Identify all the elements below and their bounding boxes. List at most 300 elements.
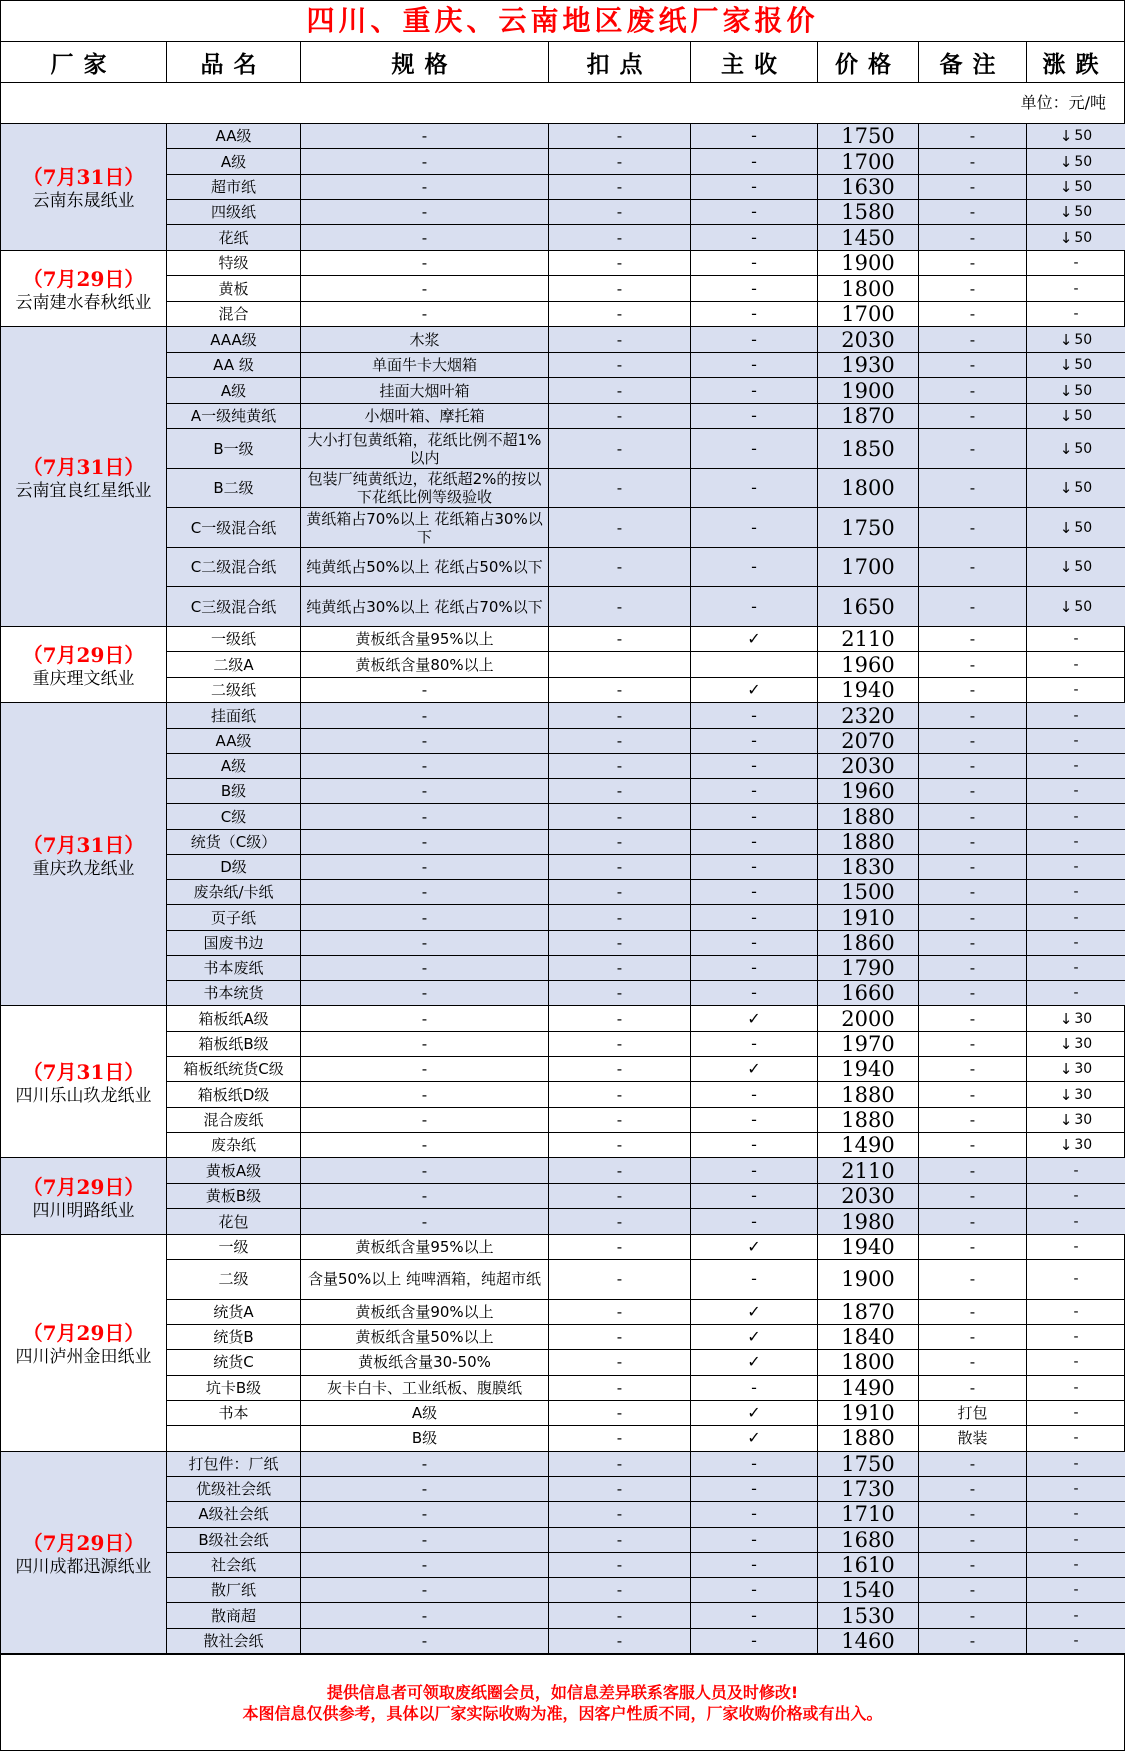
table-row <box>167 200 1125 225</box>
spec-cell: - <box>301 175 549 199</box>
deduction-cell: - <box>549 276 691 301</box>
main-purchase-cell: - <box>691 508 818 547</box>
main-purchase-cell: - <box>691 855 818 879</box>
product-name: 二级纸 <box>167 678 301 703</box>
price-cell: 2070 <box>818 729 919 753</box>
deduction-cell: - <box>549 956 691 980</box>
note-cell: - <box>919 124 1027 148</box>
product-name: C二级混合纸 <box>167 548 301 587</box>
spec-cell: - <box>301 1553 549 1577</box>
note-cell: - <box>919 353 1027 377</box>
spec-cell: - <box>301 880 549 904</box>
arrow-down-icon: ↓ <box>1059 330 1073 349</box>
main-purchase-cell: - <box>691 1603 818 1627</box>
price-cell: 1580 <box>818 200 919 224</box>
product-name: 特级 <box>167 251 301 276</box>
spec-cell: - <box>301 981 549 1005</box>
note-cell: - <box>919 1502 1027 1526</box>
spec-cell: 小烟叶箱、摩托箱 <box>301 404 549 428</box>
deduction-cell: - <box>549 1401 691 1425</box>
factory-cell <box>1 1158 167 1234</box>
change-value: - <box>1073 859 1079 876</box>
change-value: - <box>1073 682 1079 699</box>
main-purchase-cell: - <box>691 251 818 276</box>
spec-cell: - <box>301 1082 549 1106</box>
deduction-cell: - <box>549 1006 691 1030</box>
deduction-cell: - <box>549 880 691 904</box>
factory-rows <box>167 703 1125 1005</box>
factory-rows <box>167 1235 1125 1451</box>
change-cell <box>1027 956 1125 980</box>
deduction-cell: - <box>549 378 691 402</box>
price-cell: 1630 <box>818 175 919 199</box>
note-cell: - <box>919 175 1027 199</box>
change-cell <box>1027 981 1125 1005</box>
table-row <box>167 1006 1125 1031</box>
change-value: - <box>1073 1239 1079 1256</box>
price-cell: 1880 <box>818 1108 919 1132</box>
note-cell: - <box>919 1528 1027 1552</box>
change-value: 30 <box>1074 1035 1093 1052</box>
product-name: 一级纸 <box>167 627 301 652</box>
factory-cell <box>1 1235 167 1451</box>
change-cell <box>1027 1376 1125 1400</box>
change-cell <box>1027 469 1125 508</box>
spec-cell: - <box>301 276 549 301</box>
note-cell: 散装 <box>919 1426 1027 1450</box>
main-purchase-cell: ✓ <box>691 1426 818 1450</box>
change-cell <box>1027 1260 1125 1298</box>
main-purchase-cell <box>691 652 818 677</box>
table-row <box>167 1629 1125 1653</box>
arrow-down-icon: ↓ <box>1059 228 1073 247</box>
factory-date: （7月29日） <box>22 1530 145 1555</box>
main-purchase-cell: - <box>691 880 818 904</box>
change-cell <box>1027 175 1125 199</box>
note-cell: - <box>919 587 1027 626</box>
deduction-cell: - <box>549 1629 691 1653</box>
table-row <box>167 1325 1125 1350</box>
product-name: 废杂纸/卡纸 <box>167 880 301 904</box>
change-value: 30 <box>1074 1137 1093 1154</box>
product-name: 混合废纸 <box>167 1108 301 1132</box>
table-row <box>167 1184 1125 1210</box>
product-name: 黄板A级 <box>167 1158 301 1183</box>
note-cell: - <box>919 1578 1027 1602</box>
change-cell <box>1027 905 1125 929</box>
main-purchase-cell: - <box>691 830 818 854</box>
deduction-cell: - <box>549 1325 691 1349</box>
change-cell <box>1027 508 1125 547</box>
change-value: - <box>1073 1632 1079 1649</box>
deduction-cell: - <box>549 627 691 652</box>
product-name: 四级纸 <box>167 200 301 224</box>
main-purchase-cell: - <box>691 804 818 828</box>
spec-cell: - <box>301 1184 549 1209</box>
main-purchase-cell: - <box>691 548 818 587</box>
change-cell <box>1027 1006 1125 1030</box>
spec-cell: - <box>301 804 549 828</box>
arrow-down-icon: ↓ <box>1059 407 1073 426</box>
change-value: - <box>1073 1582 1079 1599</box>
product-name: 书本 <box>167 1401 301 1425</box>
product-name: AA 级 <box>167 353 301 377</box>
deduction-cell: - <box>549 508 691 547</box>
note-cell: - <box>919 627 1027 652</box>
factory-date: （7月29日） <box>22 267 145 292</box>
product-name: C三级混合纸 <box>167 587 301 626</box>
factory-cell <box>1 327 167 626</box>
product-name: 坑卡B级 <box>167 1376 301 1400</box>
change-value: - <box>1073 1162 1079 1179</box>
price-cell: 1850 <box>818 429 919 468</box>
deduction-cell: - <box>549 754 691 778</box>
spec-cell: - <box>301 1108 549 1132</box>
main-purchase-cell: - <box>691 353 818 377</box>
footer-notes <box>1 1654 1124 1750</box>
main-purchase-cell: ✓ <box>691 1350 818 1374</box>
product-name: 一级 <box>167 1235 301 1259</box>
main-purchase-cell: - <box>691 429 818 468</box>
note-cell: - <box>919 1260 1027 1298</box>
change-cell <box>1027 1350 1125 1374</box>
main-purchase-cell: - <box>691 1260 818 1298</box>
change-value: 50 <box>1074 204 1093 221</box>
change-value: - <box>1073 934 1079 951</box>
spec-cell: - <box>301 830 549 854</box>
main-purchase-cell: - <box>691 729 818 753</box>
spec-cell: - <box>301 1477 549 1501</box>
arrow-down-icon: ↓ <box>1059 177 1073 196</box>
note-cell: - <box>919 1477 1027 1501</box>
table-row <box>167 830 1125 855</box>
deduction-cell: - <box>549 251 691 276</box>
change-value: - <box>1073 1405 1079 1422</box>
change-value: 50 <box>1074 519 1093 536</box>
deduction-cell: - <box>549 404 691 428</box>
change-value: - <box>1073 1455 1079 1472</box>
deduction-cell: - <box>549 1082 691 1106</box>
price-cell: 2320 <box>818 703 919 727</box>
change-cell <box>1027 1401 1125 1425</box>
change-cell <box>1027 703 1125 727</box>
price-cell: 1490 <box>818 1133 919 1157</box>
main-purchase-cell: - <box>691 1477 818 1501</box>
product-name: 超市纸 <box>167 175 301 199</box>
factory-block <box>1 1452 1124 1654</box>
table-row <box>167 880 1125 905</box>
note-cell: - <box>919 855 1027 879</box>
change-cell <box>1027 1477 1125 1501</box>
main-purchase-cell: - <box>691 956 818 980</box>
change-value: - <box>1073 306 1079 323</box>
main-purchase-cell: - <box>691 1452 818 1476</box>
price-cell: 1970 <box>818 1032 919 1056</box>
note-cell: - <box>919 905 1027 929</box>
spec-cell: - <box>301 1057 549 1081</box>
change-value: - <box>1073 909 1079 926</box>
change-cell <box>1027 1057 1125 1081</box>
spec-cell: - <box>301 678 549 703</box>
note-cell: - <box>919 830 1027 854</box>
price-cell: 1730 <box>818 1477 919 1501</box>
arrow-down-icon: ↓ <box>1059 203 1073 222</box>
change-value: - <box>1073 1354 1079 1371</box>
table-row <box>167 251 1125 277</box>
table-row <box>167 1376 1125 1401</box>
table-row <box>167 652 1125 678</box>
factory-cell <box>1 251 167 327</box>
note-cell: - <box>919 327 1027 351</box>
arrow-down-icon: ↓ <box>1059 1110 1073 1129</box>
change-value: 50 <box>1074 128 1093 145</box>
change-value: - <box>1073 1481 1079 1498</box>
factory-cell <box>1 627 167 703</box>
change-value: - <box>1073 833 1079 850</box>
table-row <box>167 327 1125 352</box>
price-cell: 1840 <box>818 1325 919 1349</box>
note-cell: - <box>919 1300 1027 1324</box>
product-name: 挂面纸 <box>167 703 301 727</box>
note-cell: - <box>919 1006 1027 1030</box>
note-cell: - <box>919 956 1027 980</box>
main-purchase-cell: ✓ <box>691 1057 818 1081</box>
factory-name: 云南东晟纸业 <box>32 191 135 212</box>
table-row <box>167 1209 1125 1234</box>
table-row <box>167 469 1125 509</box>
factory-block <box>1 703 1124 1006</box>
price-cell: 1900 <box>818 378 919 402</box>
note-cell: - <box>919 1108 1027 1132</box>
table-row <box>167 1603 1125 1628</box>
table-row <box>167 1528 1125 1553</box>
price-cell: 1490 <box>818 1376 919 1400</box>
table-row <box>167 508 1125 548</box>
change-cell <box>1027 1528 1125 1552</box>
change-value: - <box>1073 280 1079 297</box>
price-cell: 1530 <box>818 1603 919 1627</box>
factory-cell <box>1 703 167 1005</box>
product-name: 黄板 <box>167 276 301 301</box>
main-purchase-cell: - <box>691 1578 818 1602</box>
spec-cell: - <box>301 200 549 224</box>
price-cell: 1790 <box>818 956 919 980</box>
factory-name: 云南宜良红星纸业 <box>15 481 152 502</box>
factory-name: 重庆玖龙纸业 <box>32 858 135 879</box>
factory-block <box>1 251 1124 328</box>
product-name: 社会纸 <box>167 1553 301 1577</box>
table-body <box>1 124 1124 1654</box>
spec-cell: - <box>301 1158 549 1183</box>
note-cell: - <box>919 1325 1027 1349</box>
arrow-down-icon: ↓ <box>1059 597 1073 616</box>
factory-block <box>1 124 1124 251</box>
footer-line: 本图信息仅供参考，具体以厂家实际收购为准，因客户性质不同，厂家收购价格或有出入。 <box>242 1703 883 1723</box>
spec-cell: - <box>301 1209 549 1234</box>
table-row <box>167 1300 1125 1325</box>
note-cell: - <box>919 931 1027 955</box>
col-price: 价格 <box>818 42 919 82</box>
table-row <box>167 587 1125 626</box>
spec-cell: 含量50%以上 纯啤酒箱，纯超市纸 <box>301 1260 549 1298</box>
factory-rows <box>167 327 1125 626</box>
product-name: B级 <box>167 779 301 803</box>
change-value: - <box>1073 656 1079 673</box>
change-cell <box>1027 124 1125 148</box>
main-purchase-cell: - <box>691 1158 818 1183</box>
page-title: 四川、重庆、云南地区废纸厂家报价 <box>1 1 1124 42</box>
deduction-cell: - <box>549 1376 691 1400</box>
change-value: - <box>1073 783 1079 800</box>
main-purchase-cell: - <box>691 1133 818 1157</box>
price-cell: 1800 <box>818 276 919 301</box>
note-cell: - <box>919 1235 1027 1259</box>
table-row <box>167 1578 1125 1603</box>
factory-rows <box>167 251 1125 327</box>
table-row <box>167 1158 1125 1184</box>
spec-cell: - <box>301 1629 549 1653</box>
change-value: - <box>1073 255 1079 272</box>
main-purchase-cell: - <box>691 1108 818 1132</box>
spec-cell: 木浆 <box>301 327 549 351</box>
factory-name: 重庆理文纸业 <box>32 669 135 690</box>
main-purchase-cell: - <box>691 779 818 803</box>
table-row <box>167 175 1125 200</box>
factory-block <box>1 627 1124 704</box>
change-cell <box>1027 1209 1125 1234</box>
spec-cell: - <box>301 1578 549 1602</box>
table-row <box>167 429 1125 469</box>
product-name: 箱板纸统货C级 <box>167 1057 301 1081</box>
price-cell: 1930 <box>818 353 919 377</box>
price-cell: 1870 <box>818 1300 919 1324</box>
note-cell: - <box>919 981 1027 1005</box>
product-name: B二级 <box>167 469 301 508</box>
spec-cell: - <box>301 855 549 879</box>
change-value: 30 <box>1074 1010 1093 1027</box>
price-cell: 1800 <box>818 469 919 508</box>
deduction-cell: - <box>549 1578 691 1602</box>
change-value: - <box>1073 1430 1079 1447</box>
table-row <box>167 1553 1125 1578</box>
price-cell: 1860 <box>818 931 919 955</box>
note-cell: - <box>919 1057 1027 1081</box>
main-purchase-cell: - <box>691 1032 818 1056</box>
price-cell: 1940 <box>818 1057 919 1081</box>
price-cell: 1960 <box>818 652 919 677</box>
deduction-cell: - <box>549 678 691 703</box>
note-cell: - <box>919 404 1027 428</box>
deduction-cell: - <box>549 587 691 626</box>
table-row <box>167 905 1125 930</box>
price-cell: 1800 <box>818 1350 919 1374</box>
col-change: 涨跌 <box>1042 50 1109 78</box>
table-row <box>167 1477 1125 1502</box>
product-name: AA级 <box>167 729 301 753</box>
deduction-cell: - <box>549 1184 691 1209</box>
spec-cell: 包装厂纯黄纸边，花纸超2%的按以下花纸比例等级验收 <box>301 469 549 508</box>
change-cell <box>1027 1300 1125 1324</box>
product-name: A级 <box>167 149 301 173</box>
price-cell: 2000 <box>818 1006 919 1030</box>
spec-cell: - <box>301 1006 549 1030</box>
table-row <box>167 1082 1125 1107</box>
change-value: - <box>1073 1303 1079 1320</box>
change-value: 30 <box>1074 1111 1093 1128</box>
change-value: - <box>1073 631 1079 648</box>
note-cell: 打包 <box>919 1401 1027 1425</box>
table-row <box>167 1032 1125 1057</box>
main-purchase-cell: ✓ <box>691 1235 818 1259</box>
deduction-cell: - <box>549 1133 691 1157</box>
product-name: 废杂纸 <box>167 1133 301 1157</box>
table-row <box>167 225 1125 249</box>
price-cell: 1700 <box>818 302 919 327</box>
main-purchase-cell: ✓ <box>691 627 818 652</box>
main-purchase-cell: - <box>691 1376 818 1400</box>
col-main: 主收 <box>691 42 818 82</box>
arrow-down-icon: ↓ <box>1059 1009 1073 1028</box>
table-row <box>167 956 1125 981</box>
price-cell: 1900 <box>818 251 919 276</box>
table-row <box>167 1350 1125 1375</box>
spec-cell: - <box>301 1502 549 1526</box>
change-cell <box>1027 587 1125 626</box>
factory-date: （7月31日） <box>22 165 145 190</box>
table-row <box>167 981 1125 1005</box>
spec-cell: - <box>301 124 549 148</box>
factory-rows <box>167 1006 1125 1157</box>
main-purchase-cell: - <box>691 404 818 428</box>
price-cell: 1710 <box>818 1502 919 1526</box>
spec-cell: 黄板纸含量30-50% <box>301 1350 549 1374</box>
table-row <box>167 678 1125 703</box>
note-cell: - <box>919 880 1027 904</box>
table-row <box>167 855 1125 880</box>
change-value: - <box>1073 732 1079 749</box>
main-purchase-cell: - <box>691 378 818 402</box>
arrow-down-icon: ↓ <box>1059 439 1073 458</box>
change-value: 50 <box>1074 153 1093 170</box>
spec-cell: 黄板纸含量50%以上 <box>301 1325 549 1349</box>
deduction-cell: - <box>549 469 691 508</box>
change-cell <box>1027 1325 1125 1349</box>
change-cell <box>1027 931 1125 955</box>
table-row <box>167 1426 1125 1450</box>
arrow-down-icon: ↓ <box>1059 1060 1073 1079</box>
factory-date: （7月31日） <box>22 455 145 480</box>
product-name <box>167 1426 301 1450</box>
product-name: 书本废纸 <box>167 956 301 980</box>
factory-date: （7月31日） <box>22 1060 145 1085</box>
price-cell: 1910 <box>818 905 919 929</box>
spec-cell: - <box>301 251 549 276</box>
factory-block <box>1 1158 1124 1235</box>
factory-rows <box>167 1158 1125 1234</box>
col-deduction: 扣点 <box>549 42 691 82</box>
table-header <box>1 42 1124 83</box>
product-name: 书本统货 <box>167 981 301 1005</box>
deduction-cell: - <box>549 905 691 929</box>
change-cell <box>1027 1452 1125 1476</box>
change-value: 50 <box>1074 382 1093 399</box>
main-purchase-cell: ✓ <box>691 1300 818 1324</box>
deduction-cell: - <box>549 1032 691 1056</box>
price-cell: 1980 <box>818 1209 919 1234</box>
note-cell: - <box>919 703 1027 727</box>
change-value: 50 <box>1074 357 1093 374</box>
table-row <box>167 729 1125 754</box>
